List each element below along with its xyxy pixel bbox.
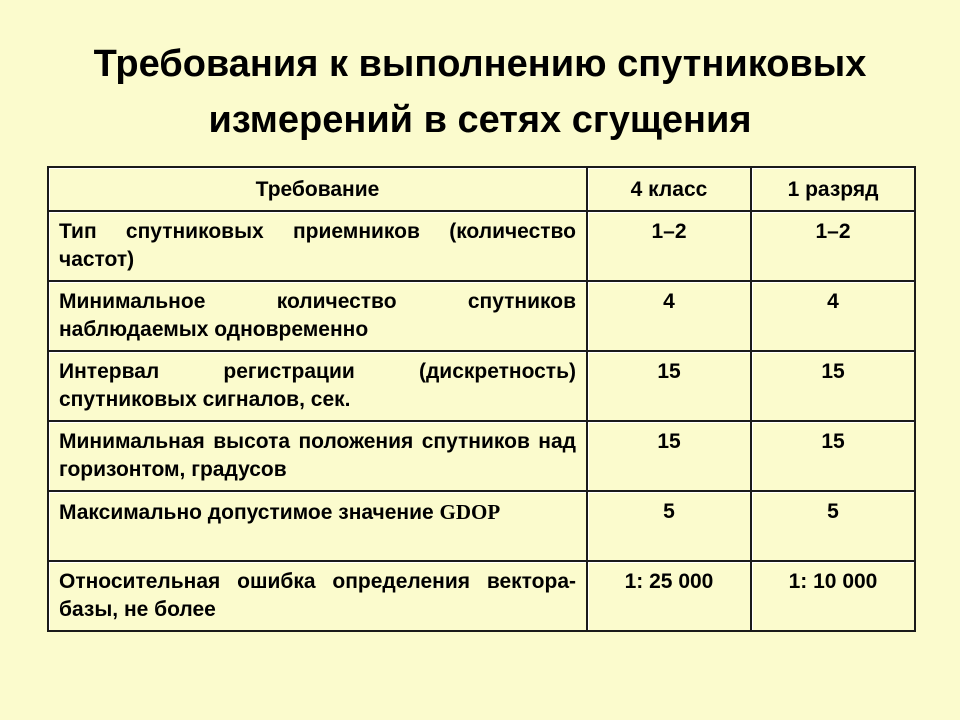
table-row bbox=[48, 421, 915, 491]
requirement-cell bbox=[48, 491, 587, 561]
rank-1-cell: 1–2 bbox=[751, 211, 915, 281]
requirement-text: Максимально допустимое значение bbox=[59, 501, 434, 524]
requirement-cell: Минимальная высота положения спутников над горизонтом, градусов bbox=[48, 421, 587, 491]
requirement-cell: Относительная ошибка определения вектора-базы, не более bbox=[48, 561, 587, 631]
page-title-line-2: измерений в сетях сгущения bbox=[208, 99, 752, 141]
class-4-cell: 15 bbox=[587, 421, 751, 491]
requirement-cell: Тип спутниковых приемников (количество частот) bbox=[48, 211, 587, 281]
table-header-row bbox=[48, 167, 915, 211]
rank-1-cell: 5 bbox=[751, 491, 915, 561]
gdop-term: GDOP bbox=[439, 500, 501, 524]
class-4-cell: 1: 25 000 bbox=[587, 561, 751, 631]
class-4-cell: 4 bbox=[587, 281, 751, 351]
class-4-cell: 15 bbox=[587, 351, 751, 421]
rank-1-cell: 4 bbox=[751, 281, 915, 351]
page-title-line-1: Требования к выполнению спутниковых bbox=[93, 43, 867, 85]
class-4-cell: 5 bbox=[587, 491, 751, 561]
page-title bbox=[0, 36, 960, 148]
class-4-cell: 1–2 bbox=[587, 211, 751, 281]
header-rank-1: 1 разряд bbox=[751, 167, 915, 211]
requirements-table bbox=[47, 166, 916, 632]
table-row bbox=[48, 281, 915, 351]
header-class-4: 4 класс bbox=[587, 167, 751, 211]
table-row bbox=[48, 491, 915, 561]
rank-1-cell: 1: 10 000 bbox=[751, 561, 915, 631]
table-row bbox=[48, 211, 915, 281]
requirement-cell: Минимальное количество спутников наблюдаемых одновременно bbox=[48, 281, 587, 351]
rank-1-cell: 15 bbox=[751, 351, 915, 421]
rank-1-cell: 15 bbox=[751, 421, 915, 491]
header-requirement: Требование bbox=[48, 167, 587, 211]
table-row bbox=[48, 351, 915, 421]
requirement-cell: Интервал регистрации (дискретность) спутниковых сигналов, сек. bbox=[48, 351, 587, 421]
table-row bbox=[48, 561, 915, 631]
